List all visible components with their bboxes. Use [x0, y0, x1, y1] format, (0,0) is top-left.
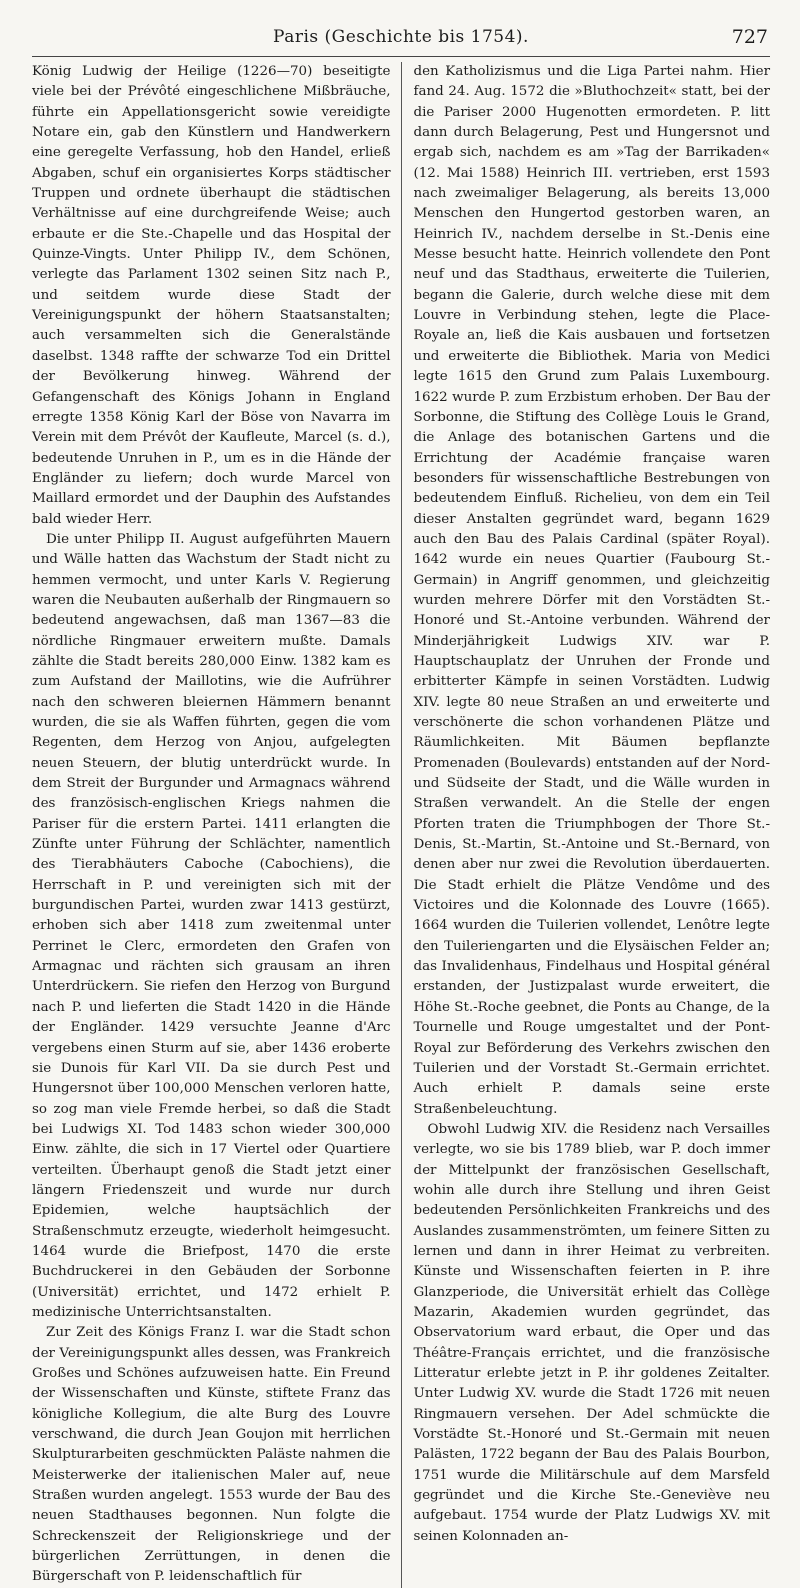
- paragraph: den Katholizismus und die Liga Partei nahm. Hier fand 24. Aug. 1572 die »Bluthochzeit« statt, bei der die Pariser 2000 Hugenotten ermordeten. P. litt dann durch Belagerung, Pest und Hungersnot und ergab sich, nachdem es am »Tag der Barrikaden« (12. Mai 1588) Heinrich III. vertrieben, erst 1593 nach zweimaliger Belagerung, als bereits 13,000 Menschen den Hungertod gestorben waren, an Heinrich IV., nachdem derselbe in St.-Denis eine Messe besucht hatte. Heinrich vollendete den Pont neuf und das Stadthaus, erweiterte die Tuilerien, begann die Galerie, durch welche diese mit dem Louvre in Verbindung stehen, legte die Place-Royale an, ließ die Kais ausbauen und fortsetzen und erweiterte die Bibliothek. Maria von Medici legte 1615 den Grund zum Palais Luxembourg. 1622 wurde P. zum Erzbistum erhoben. Der Bau der Sorbonne, die Stiftung des Collège Louis le Grand, die Anlage des botanischen Gartens und die Errichtung der Académie française waren besonders für wissenschaftliche Bestrebungen von bedeutendem Einfluß. Richelieu, von dem ein Teil dieser Anstalten gegründet ward, begann 1629 auch den Bau des Palais Cardinal (später Royal). 1642 wurde ein neues Quartier (Faubourg St.-Germain) in Angriff genommen, und gleichzeitig wurden mehrere Dörfer mit den Vorstädten St.-Honoré und St.-Antoine verbunden. Während der Minderjährigkeit Ludwigs XIV. war P. Hauptschauplatz der Unruhen der Fronde und erbitterter Kämpfe in seinen Vorstädten. Ludwig XIV. legte 80 neue Straßen an und erweiterte und verschönerte die schon vorhandenen Plätze und Räumlichkeiten. Mit Bäumen bepflanzte Promenaden (Boulevards) entstanden auf der Nord- und Südseite der Stadt, und die Wälle wurden in Straßen verwandelt. An die Stelle der engen Pforten traten die Triumphbogen der Thore St.-Denis, St.-Martin, St.-Antoine und St.-Bernard, von denen aber nur zwei die Revolution überdauerten. Die Stadt erhielt die Plätze Vendôme und des Victoires und die Kolonnade des Louvre (1665). 1664 wurden die Tuilerien vollendet, Lenôtre legte den Tuileriengarten und die Elysäischen Felder an; das Invalidenhaus, Findelhaus und Hospital général erstanden, der Justizpalast wurde erweitert, die Höhe St.-Roche geebnet, die Ponts au Change, de la Tournelle und Rouge umgestaltet und der Pont-Royal zur Beförderung des Verkehrs zwischen den Tuilerien und der Vorstadt St.-Germain errichtet. Auch erhielt P. damals seine erste Straßenbeleuchtung.: [413, 64, 770, 1117]
- right-column: [406, 62, 771, 1588]
- running-title: Paris (Geschichte bis 1754).: [273, 27, 529, 47]
- paragraph: Zur Zeit des Königs Franz I. war die Stadt schon der Vereinigungspunkt alles dessen, was Frankreich Großes und Schönes aufzuweisen hatte. Ein Freund der Wissenschaften und Künste, stiftete Franz das königliche Kollegium, die alte Burg des Louvre verschwand, die durch Jean Goujon mit herrlichen Skulpturarbeiten geschmückten Paläste nahmen die Meisterwerke der italienischen Maler auf, neue Straßen wurden angelegt. 1553 wurde der Bau des neuen Stadthauses begonnen. Nun folgte die Schreckenszeit der Religionskriege und der bürgerlichen Zerrüttungen, in denen die Bürgerschaft von P. leidenschaftlich für: [32, 1325, 391, 1585]
- header-rule: [32, 56, 770, 57]
- page-number: 727: [731, 26, 768, 48]
- text-columns: [32, 62, 770, 1588]
- paragraph: Die unter Philipp II. August aufgeführten Mauern und Wälle hatten das Wachstum der Stadt nicht zu hemmen vermocht, und unter Karls V. Regierung waren die Neubauten außerhalb der Ringmauern so bedeutend angewachsen, daß man 1367—83 die nördliche Ringmauer erweitern mußte. Damals zählte die Stadt bereits 280,000 Einw. 1382 kam es zum Aufstand der Maillotins, wie die Aufrührer nach den schweren bleiernen Hämmern benannt wurden, die sie als Waffen führten, gegen die vom Regenten, dem Herzog von Anjou, aufgelegten neuen Steuern, der blutig unterdrückt wurde. In dem Streit der Burgunder und Armagnacs während des französisch-englischen Kriegs nahmen die Pariser für die erstern Partei. 1411 erlangten die Zünfte unter Führung der Schlächter, namentlich des Tierabhäuters Caboche (Cabochiens), die Herrschaft in P. und vereinigten sich mit der burgundischen Partei, wurden zwar 1413 gestürzt, erhoben sich aber 1418 zum zweitenmal unter Perrinet le Clerc, ermordeten den Grafen von Armagnac und rächten sich grausam an ihren Unterdrückern. Sie riefen den Herzog von Burgund nach P. und lieferten die Stadt 1420 in die Hände der Engländer. 1429 versuchte Jeanne d'Arc vergebens einen Sturm auf sie, aber 1436 eroberte sie Dunois für Karl VII. Da sie durch Pest und Hungersnot über 100,000 Menschen verloren hatte, so zog man viele Fremde herbei, so daß die Stadt bei Ludwigs XI. Tod 1483 schon wieder 300,000 Einw. zählte, die sich in 17 Viertel oder Quartiere verteilten. Überhaupt genoß die Stadt jetzt einer längern Friedenszeit und wurde nur durch Epidemien, welche hauptsächlich der Straßenschmutz erzeugte, wiederholt heimgesucht. 1464 wurde die Briefpost, 1470 die erste Buchdruckerei in den Gebäuden der Sorbonne (Universität) errichtet, und 1472 erhielt P. medizinische Unterrichtsanstalten.: [32, 531, 391, 1320]
- column-divider: [401, 62, 402, 1588]
- left-column: [32, 62, 397, 1588]
- paragraph: Obwohl Ludwig XIV. die Residenz nach Versailles verlegte, wo sie bis 1789 blieb, war P. doch immer der Mittelpunkt der französischen Gesellschaft, wohin alle durch ihre Stellung und ihren Geist bedeutenden Persönlichkeiten Frankreichs und des Auslandes zusammenströmten, um feinere Sitten zu lernen und dann in ihrer Heimat zu verbreiten. Künste und Wissenschaften feierten in P. ihre Glanzperiode, die Universität erhielt das Collège Mazarin, Akademien wurden gegründet, das Observatorium ward erbaut, die Oper und das Théâtre-Français errichtet, und die französische Litteratur erlebte jetzt in P. ihr goldenes Zeitalter. Unter Ludwig XV. wurde die Stadt 1726 mit neuen Ringmauern versehen. Der Adel schmückte die Vorstädte St.-Honoré und St.-Germain mit neuen Palästen, 1722 begann der Bau des Palais Bourbon, 1751 wurde die Militärschule auf dem Marsfeld gegründet und die Kirche Ste.-Geneviève neu aufgebaut. 1754 wurde der Platz Ludwigs XV. mit seinen Kolonnaden an-: [413, 1121, 770, 1544]
- page-header: [32, 22, 770, 52]
- paragraph: König Ludwig der Heilige (1226—70) beseitigte viele bei der Prévôté eingeschlichene Mißbräuche, führte ein Appellationsgericht sowie vereidigte Notare ein, gab den Künstlern und Handwerkern eine geregelte Verfassung, hob den Handel, erließ Abgaben, schuf ein organisiertes Korps städtischer Truppen und ordnete überhaupt die städtischen Verhältnisse auf eine durchgreifende Weise; auch erbaute er die Ste.-Chapelle und das Hospital der Quinze-Vingts. Unter Philipp IV., dem Schönen, verlegte das Parlament 1302 seinen Sitz nach P., und seitdem wurde diese Stadt der Vereinigungspunkt der höhern Staatsanstalten; auch versammelten sich die Generalstände daselbst. 1348 raffte der schwarze Tod ein Drittel der Bevölkerung hinweg. Während der Gefangenschaft des Königs Johann in England erregte 1358 König Karl der Böse von Navarra im Verein mit dem Prévôt der Kaufleute, Marcel (s. d.), bedeutende Unruhen in P., um es in die Hände der Engländer zu liefern; doch wurde Marcel von Maillard ermordet und der Dauphin des Aufstandes bald wieder Herr.: [32, 64, 391, 527]
